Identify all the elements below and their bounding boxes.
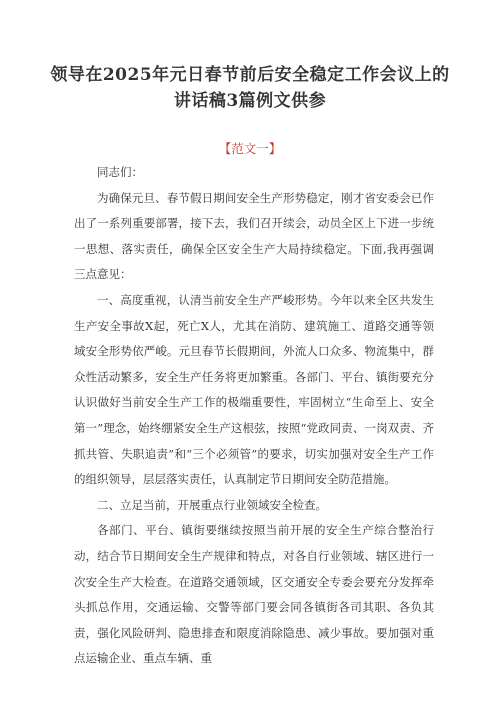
salutation: 同志们： — [97, 165, 143, 179]
paragraph-point-one: 一、高度重视，认清当前安全生产严峻形势。今年以来全区共发生生产安全事故X起，死亡X人，尤其在消防、建筑施工、道路交通等领域安全形势依严峻。元旦春节长假期间，外流人口众多、物流集中，群众性活动繁多，安全生产任务将更加繁重。各部门、平台、镇街要充分认识做好当前安全生产工作的极端重要性，牢固树立“生命至上、安全第一”理念，始终绷紧安全生产这根弦，按照“党政同责、一岗双责、齐抓共管、失职追责”和“三个必须管”的要求，切实加强对安全生产工作的组织领导，层层落实责任，认真制定节日期间安全防范措施。 — [74, 292, 434, 487]
paragraph-intro: 为确保元旦、春节假日期间安全生产形势稳定，刚才省安委会已作出了一系列重要部署，接下去，我们召开续会，动员全区上下进一步统一思想、落实责任，确保全区安全生产大局持续稳定。下面,我再强调三点意见： — [74, 190, 434, 282]
paragraph-point-two-body: 各部门、平台、镇街要继续按照当前开展的安全生产综合整治行动，结合节日期间安全生产规律和特点，对各自行业领域、辖区进行一次安全生产大检查。在道路交通领域，区交通安全专委会要充分发挥牵头抓总作用，交通运输、交警等部门要会同各镇街各司其职、各负其责，强化风险研判、隐患排查和限度消除隐患、减少事故。要加强对重点运输企业、重点车辆、重 — [74, 523, 434, 666]
document-title-line-1: 领导在2025年元日春节前后安全稳定工作会议上的 — [50, 65, 450, 85]
paragraph-point-two-heading: 二、立足当前，开展重点行业领域安全检查。 — [97, 497, 327, 512]
section-tag: 【范文一】 — [218, 141, 282, 156]
document-title-line-2: 讲话稿3篇例文供参 — [173, 91, 327, 111]
document-body — [74, 160, 434, 672]
